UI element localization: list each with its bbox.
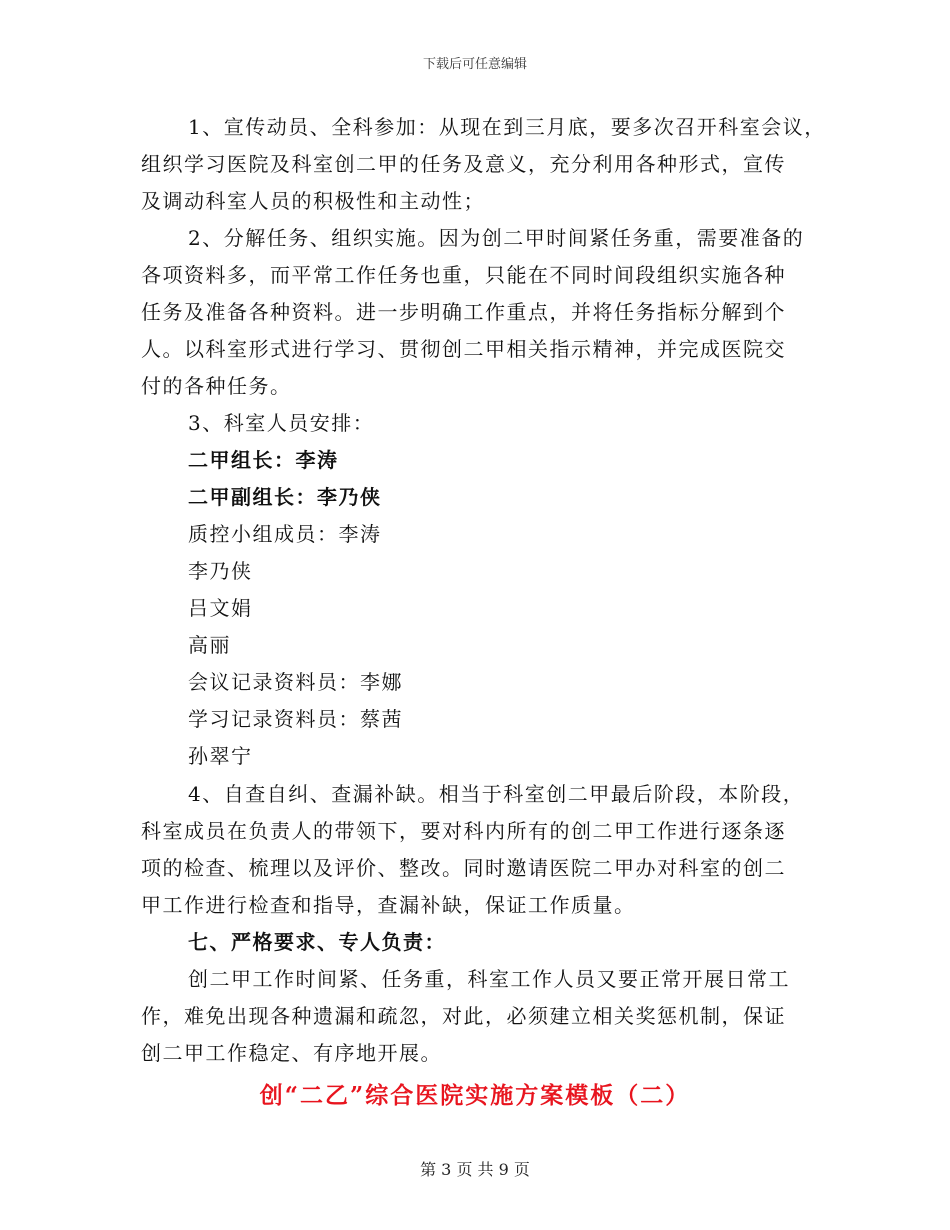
deputy-leader-line: 二甲副组长：李乃侠 bbox=[188, 485, 382, 509]
paragraph-2-line-1: 2、分解任务、组织实施。因为创二甲时间紧任务重，需要准备的 bbox=[188, 226, 805, 250]
paragraph-4-line-2: 科室成员在负责人的带领下，要对科内所有的创二甲工作进行逐条逐 bbox=[141, 819, 786, 843]
paragraph-2-line-3: 任务及准备各种资料。进一步明确工作重点，并将任务指标分解到个 bbox=[141, 300, 786, 324]
paragraph-7-line-1: 创二甲工作时间紧、任务重，科室工作人员又要正常开展日常工 bbox=[188, 967, 790, 991]
qc-member-4: 高丽 bbox=[188, 633, 231, 657]
paragraph-4-line-4: 甲工作进行检查和指导，查漏补缺，保证工作质量。 bbox=[141, 893, 636, 917]
page-footer: 第 3 页 共 9 页 bbox=[420, 1160, 530, 1179]
paragraph-2-line-5: 付的各种任务。 bbox=[141, 374, 292, 398]
paragraph-2-line-2: 各项资料多，而平常工作任务也重，只能在不同时间段组织实施各种 bbox=[141, 263, 786, 287]
page-header: 下载后可任意编辑 bbox=[422, 57, 527, 72]
paragraph-1-line-3: 及调动科室人员的积极性和主动性； bbox=[141, 189, 485, 213]
staffing-heading: 3、科室人员安排： bbox=[188, 411, 375, 435]
paragraph-7-line-3: 创二甲工作稳定、有序地开展。 bbox=[141, 1041, 442, 1065]
leader-line: 二甲组长：李涛 bbox=[188, 448, 339, 472]
paragraph-4-line-3: 项的检查、梳理以及评价、整改。同时邀请医院二甲办对科室的创二 bbox=[141, 856, 786, 880]
qc-member-2: 李乃侠 bbox=[188, 559, 253, 583]
paragraph-4-line-1: 4、自查自纠、查漏补缺。相当于科室创二甲最后阶段，本阶段， bbox=[188, 782, 805, 806]
paragraph-1-line-1: 1、宣传动员、全科参加：从现在到三月底，要多次召开科室会议， bbox=[188, 115, 826, 139]
paragraph-7-line-2: 作，难免出现各种遗漏和疏忽，对此，必须建立相关奖惩机制，保证 bbox=[141, 1004, 786, 1028]
paragraph-1-line-2: 组织学习医院及科室创二甲的任务及意义，充分利用各种形式，宣传 bbox=[141, 152, 786, 176]
section-seven-heading: 七、严格要求、专人负责： bbox=[188, 930, 446, 954]
qc-member-3: 吕文娟 bbox=[188, 596, 253, 620]
meeting-recorder-line: 会议记录资料员：李娜 bbox=[188, 670, 403, 694]
study-recorder-line: 学习记录资料员：蔡茜 bbox=[188, 707, 403, 731]
section-title: 创“二乙”综合医院实施方案模板（二） bbox=[259, 1082, 691, 1109]
qc-members-line: 质控小组成员：李涛 bbox=[188, 522, 382, 546]
paragraph-2-line-4: 人。以科室形式进行学习、贯彻创二甲相关指示精神，并完成医院交 bbox=[141, 337, 786, 361]
study-recorder-2: 孙翠宁 bbox=[188, 744, 253, 768]
